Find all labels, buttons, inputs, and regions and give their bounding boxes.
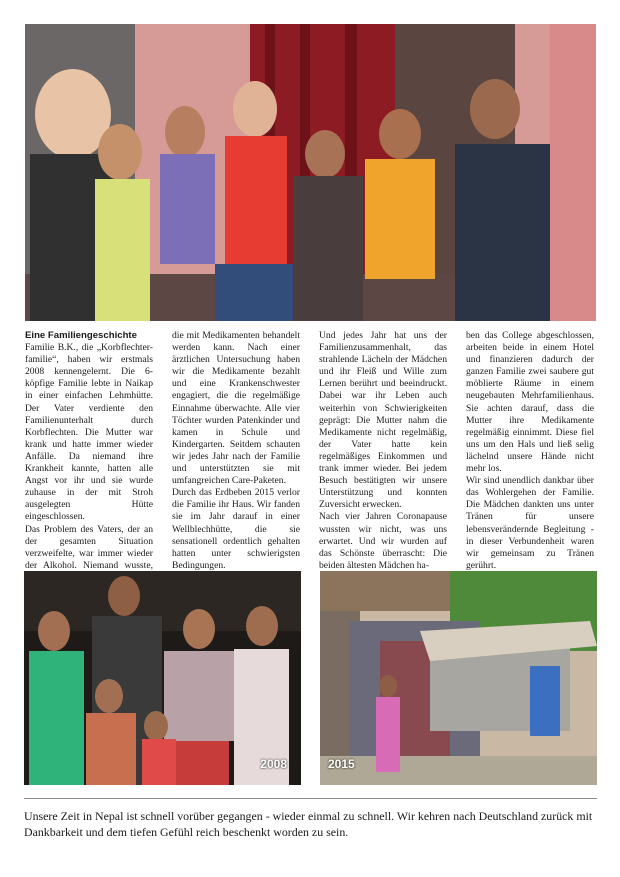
- family-photo-2008: [24, 571, 301, 785]
- article-column-4: [466, 330, 594, 572]
- article-paragraph: Durch das Erdbeben 2015 verlor die Familie ihr Haus. Wir fanden sie im Jahr darauf in einer Wellblechhütte, die sie sensationell ordentlich gehalten hatten unter schwierigsten Bedingungen.: [172, 487, 300, 571]
- article-paragraph: ben das College abgeschlossen, arbeiten beide in einem Hotel und finanzieren dadurch der ganzen Familie zwei saubere gut möblierte Räume in einem neugebauten Mehrfamilienhaus. Sie achten darauf, dass die Mutter ihre Medikamente regelmäßig einnimmt. Diese fiel uns um den Hals und ließ selig lächelnd unsere Hände nicht mehr los.: [466, 330, 594, 475]
- article-heading: Eine Familiengeschichte: [25, 330, 137, 341]
- article-column-3: [319, 330, 447, 572]
- closing-paragraph: Unsere Zeit in Nepal ist schnell vorüber gegangen - wieder einmal zu schnell. Wir kehren nach Deutschland zurück mit Dankbarkeit und dem tiefen Gefühl reich beschenkt worden zu sein.: [24, 809, 593, 839]
- article-paragraph: Nach vier Jahren Coronapause wussten wir nicht, was uns erwartet. Und wir wurden auf das Schönste überrascht: Die beiden ältesten Mädchen ha-: [319, 511, 447, 571]
- article-column-1: [25, 330, 153, 596]
- article-paragraph: Familie B.K., die „Korbflechter-familie“, haben wir erstmals 2008 kennengelernt. Die 6-köpfige Familie lebte in Naikap in einer einfachen Lehmhütte. Der Vater verdiente den Familienunterhalt durch Korbflechten. Die Mutter war krank und hatte immer wieder Anfälle. Da niemand ihre Krankheit kannte, hatten alle Angst vor ihr und sie wurde zuhause in der mit Stroh ausgelegten Hütte eingeschlossen.: [25, 342, 153, 523]
- hut-photo-2015: [320, 571, 597, 785]
- article-column-2: [172, 330, 300, 572]
- article-paragraph: Wir sind unendlich dankbar über das Wohlergehen der Familie. Die Mädchen dankten uns unter Tränen für unsere lebensverändernde Begleitung - in dieser Verbundenheit waren wir gemeinsam zu Tränen gerührt.: [466, 475, 594, 571]
- family-group-photo: [25, 24, 596, 321]
- divider: [24, 798, 597, 799]
- article-paragraph: die mit Medikamenten behandelt werden kann. Nach einer ärztlichen Untersuchung haben wir die Medikamente bezahlt und eine Krankenschwester engagiert, die die regelmäßige Einnahme überwachte. Alle vier Töchter wurden Patenkinder und kamen in Schule und Kindergarten. Seitdem schauten wir jedes Jahr nach der Familie und unterstützten sie mit umfangreichen Care-Paketen.: [172, 330, 300, 487]
- article-paragraph: Und jedes Jahr hat uns der Familienzusammenhalt, das strahlende Lächeln der Mädchen und ihr Fleiß und Wille zum Lernen berührt und beeindruckt. Dabei war ihr Leben auch weiterhin von Schwierigkeiten geprägt: Die Mutter nahm die Medikamente nicht regelmäßig, der Vater hatte kein regelmäßiges Einkommen und trank immer wieder. Bei jedem Besuch bestätigten wir unsere Unterstützung und konnten Zuversicht erwecken.: [319, 330, 447, 511]
- photo-year-label: 2008: [260, 757, 287, 771]
- photo-year-label: 2015: [328, 757, 355, 771]
- article-paragraph: Das Problem des Vaters, der an der gesamten Situation verzweifelte, war immer wieder der Alkohol. Niemand wusste,: [25, 523, 153, 571]
